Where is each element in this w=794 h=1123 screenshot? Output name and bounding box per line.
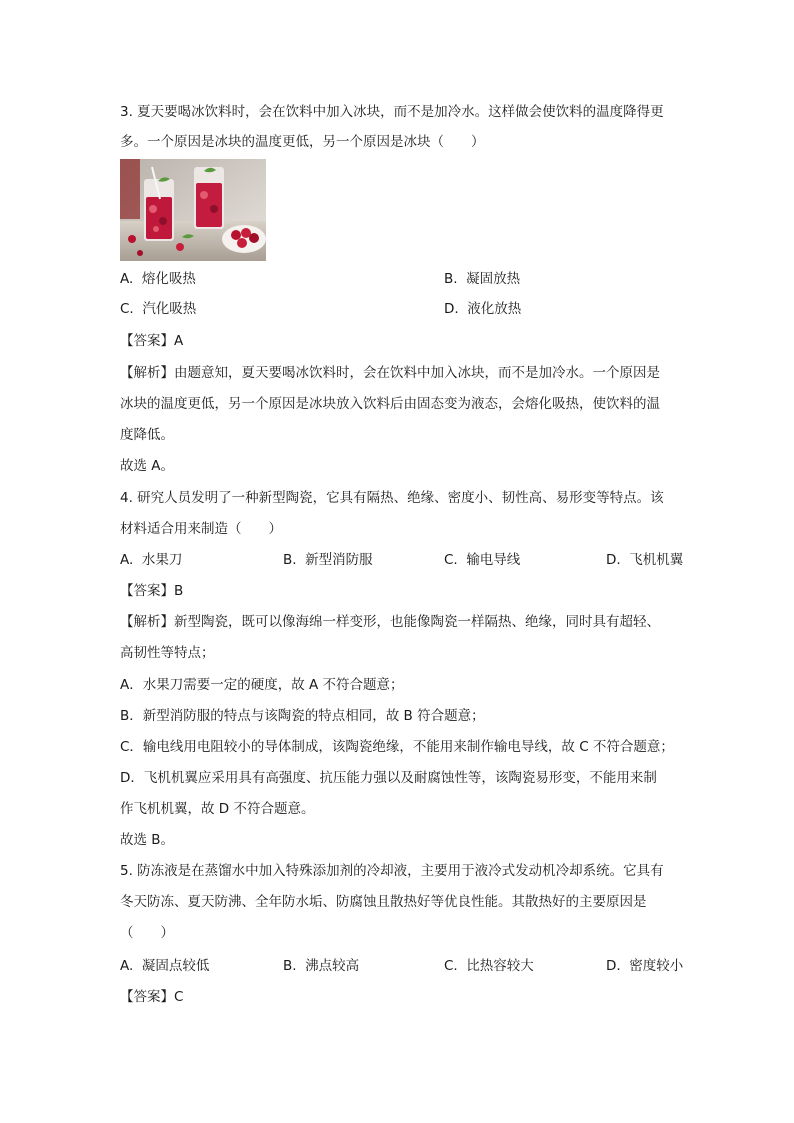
q4-option-d: D. 飞机机翼	[606, 552, 684, 568]
q5-option-a: A. 凝固点较低	[120, 958, 210, 974]
q3-photo-iced-drinks	[120, 159, 266, 261]
q3-analysis-line3: 度降低。	[120, 427, 174, 443]
q3-option-b: B. 凝固放热	[444, 271, 521, 287]
q4-answer: 【答案】B	[120, 583, 184, 599]
q3-stem-line1: 3. 夏天要喝冰饮料时，会在饮料中加入冰块，而不是加冷水。这样做会使饮料的温度降得更	[120, 104, 664, 120]
q5-option-c: C. 比热容较大	[444, 958, 534, 974]
q4-analysis-item-d-line1: D．飞机机翼应采用具有高强度、抗压能力强以及耐腐蚀性等，该陶瓷易形变，不能用来制	[120, 770, 657, 786]
q4-conclusion: 故选 B。	[120, 832, 175, 848]
q4-analysis-item-c: C．输电线用电阻较小的导体制成，该陶瓷绝缘，不能用来制作输电导线，故 C 不符合题意；	[120, 739, 674, 755]
q4-analysis-item-a: A．水果刀需要一定的硬度，故 A 不符合题意；	[120, 677, 404, 693]
q3-option-c: C. 汽化吸热	[120, 301, 197, 317]
q5-stem-line1: 5. 防冻液是在蒸馏水中加入特殊添加剂的冷却液，主要用于液冷式发动机冷却系统。它具有	[120, 863, 664, 879]
q4-analysis-item-b: B．新型消防服的特点与该陶瓷的特点相同，故 B 符合题意；	[120, 708, 485, 724]
q5-stem-line2: 冬天防冻、夏天防沸、全年防水垢、防腐蚀且散热好等优良性能。其散热好的主要原因是	[120, 894, 647, 910]
q4-stem-line2: 材料适合用来制造（ ）	[120, 521, 282, 537]
q3-answer: 【答案】A	[120, 333, 184, 349]
q3-conclusion: 故选 A。	[120, 458, 175, 474]
q5-answer: 【答案】C	[120, 989, 184, 1005]
q3-analysis-line2: 冰块的温度更低，另一个原因是冰块放入饮料后由固态变为液态，会熔化吸热，使饮料的温	[120, 396, 660, 412]
q4-option-b: B. 新型消防服	[283, 552, 373, 568]
q3-stem-line2: 多。一个原因是冰块的温度更低，另一个原因是冰块（ ）	[120, 134, 485, 150]
q3-analysis-line1: 【解析】由题意知，夏天要喝冰饮料时，会在饮料中加入冰块，而不是加冷水。一个原因是	[120, 365, 660, 381]
q5-stem-line3: （ ）	[120, 925, 174, 941]
q4-option-c: C. 输电导线	[444, 552, 521, 568]
q5-option-d: D. 密度较小	[606, 958, 684, 974]
q3-option-a: A. 熔化吸热	[120, 271, 196, 287]
q4-option-a: A. 水果刀	[120, 552, 183, 568]
q4-analysis-line1: 【解析】新型陶瓷，既可以像海绵一样变形，也能像陶瓷一样隔热、绝缘，同时具有超轻、	[120, 614, 660, 630]
q4-stem-line1: 4. 研究人员发明了一种新型陶瓷，它具有隔热、绝缘、密度小、韧性高、易形变等特点。该	[120, 490, 664, 506]
q4-analysis-item-d-line2: 作飞机机翼，故 D 不符合题意。	[120, 801, 315, 817]
q4-analysis-line2: 高韧性等特点；	[120, 645, 215, 661]
q3-option-d: D. 液化放热	[444, 301, 522, 317]
q5-option-b: B. 沸点较高	[283, 958, 360, 974]
